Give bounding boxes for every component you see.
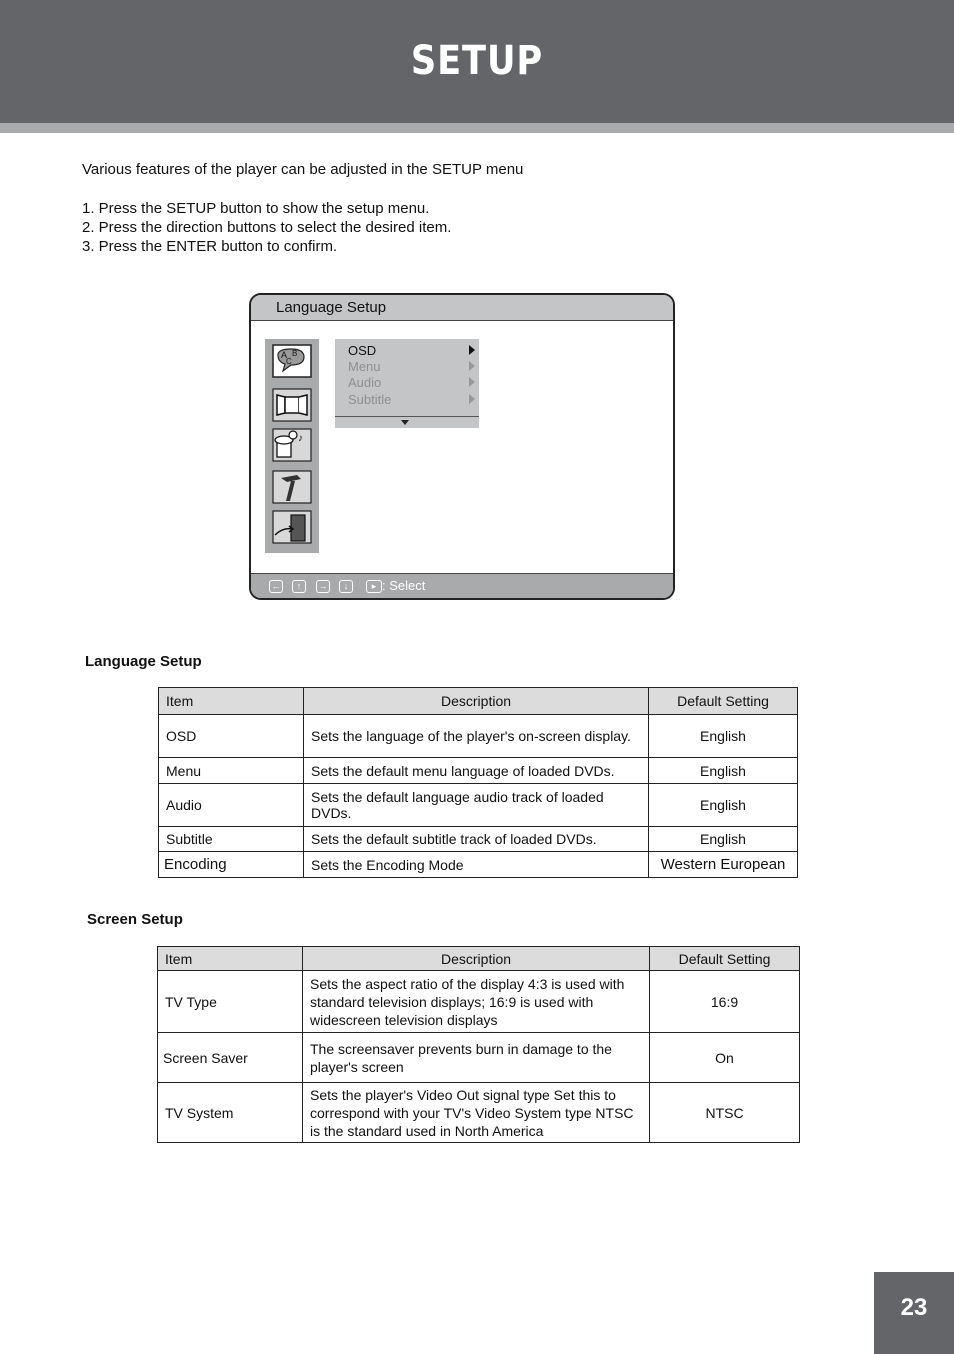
step-item: 3. Press the ENTER button to confirm. [82,238,338,255]
item-cell: OSD [159,715,304,758]
table-row [159,852,798,878]
exit-door-icon [271,509,313,545]
column-header: Item [159,688,304,715]
page-number: 23 [874,1272,954,1354]
intro-text: Various features of the player can be adjusted in the SETUP menu [82,161,524,178]
page-title: SETUP [410,38,544,84]
down-arrow-icon: ↓ [339,580,353,593]
default-cell: 16:9 [650,971,800,1033]
language-abc-icon [271,343,313,379]
play-icon: ▸ [366,580,382,593]
hammer-icon [271,469,313,505]
default-cell: English [649,715,798,758]
step-item: 1. Press the SETUP button to show the setup menu. [82,200,430,217]
language-setup-title: Language Setup [85,653,202,670]
description-cell: Sets the Encoding Mode [304,852,649,878]
osd-menu-item: Audio [348,375,382,390]
column-header: Description [304,688,649,715]
description-cell: Sets the aspect ratio of the display 4:3 is used with standard television displays; 16:9 is used with widescreen television displays [303,971,650,1033]
item-cell: Subtitle [159,827,304,852]
steps-list [82,199,451,256]
language-setup-table [158,687,798,878]
item-cell: TV Type [158,971,303,1033]
osd-footer-label: : Select [382,578,426,593]
svg-text:A: A [281,350,288,360]
table-row [158,1033,800,1083]
table-row [158,971,800,1033]
description-cell: Sets the default language audio track of loaded DVDs. [304,784,649,827]
default-cell: NTSC [650,1083,800,1143]
right-arrow-icon [469,361,475,371]
default-cell: On [650,1033,800,1083]
audio-speaker-icon [271,427,313,463]
osd-screen-illustration [249,293,675,600]
description-cell: Sets the language of the player's on-screen display. [304,715,649,758]
item-cell: Menu [159,758,304,784]
header-stripe [0,123,954,133]
osd-footer [251,573,673,599]
svg-text:C: C [286,357,292,366]
up-arrow-icon: ↑ [292,580,306,593]
default-cell: Western European [649,852,798,878]
table-row [159,715,798,758]
table-header-row [158,947,800,971]
right-arrow-icon: → [316,580,330,593]
column-header: Description [303,947,650,971]
table-header-row [159,688,798,715]
svg-text:B: B [292,349,298,358]
description-cell: Sets the default subtitle track of loaded DVDs. [304,827,649,852]
screen-setup-table [157,946,800,1143]
right-arrow-icon [469,345,475,355]
osd-menu-divider [335,416,479,417]
default-cell: English [649,758,798,784]
column-header: Default Setting [649,688,798,715]
item-cell: Encoding [159,852,304,878]
table-row [159,758,798,784]
osd-icon-bar [265,339,319,553]
description-cell: Sets the player's Video Out signal type Set this to correspond with your TV's Video System type NTSC is the standard used in North America [303,1083,650,1143]
item-cell: TV System [158,1083,303,1143]
right-arrow-icon [469,377,475,387]
column-header: Item [158,947,303,971]
table-row [158,1083,800,1143]
svg-text:♪: ♪ [298,433,303,444]
description-cell: Sets the default menu language of loaded DVDs. [304,758,649,784]
chevron-down-icon [401,420,409,425]
left-arrow-icon: ← [269,580,283,593]
osd-menu-panel [335,339,479,428]
osd-menu-item: Menu [348,359,381,374]
description-cell: The screensaver prevents burn in damage to the player's screen [303,1033,650,1083]
screen-icon [271,387,313,423]
table-row [159,784,798,827]
item-cell: Audio [159,784,304,827]
item-cell: Screen Saver [158,1033,303,1083]
right-arrow-icon [469,394,475,404]
default-cell: English [649,827,798,852]
osd-title: Language Setup [251,295,673,321]
screen-setup-title: Screen Setup [87,911,183,928]
osd-menu-item: OSD [348,343,377,358]
column-header: Default Setting [650,947,800,971]
osd-menu-item: Subtitle [348,392,392,407]
step-item: 2. Press the direction buttons to select the desired item. [82,219,452,236]
default-cell: English [649,784,798,827]
table-row [159,827,798,852]
